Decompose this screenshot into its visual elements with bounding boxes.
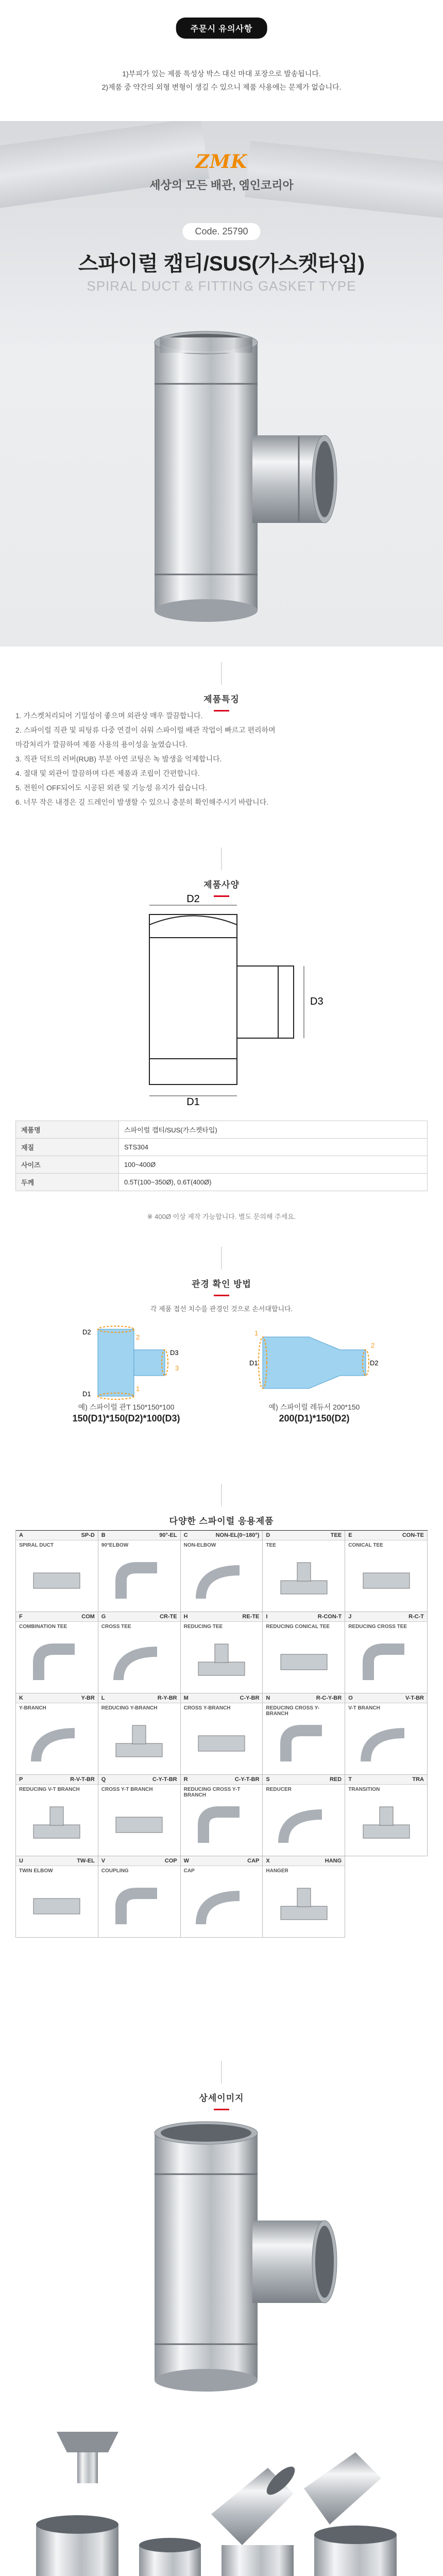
fitting-type-header — [181, 1612, 263, 1622]
fitting-type-illustration — [111, 1557, 167, 1604]
fitting-type-cell — [263, 1856, 345, 1938]
detail-image-fittings-group — [26, 2411, 417, 2576]
fitting-type-name: COP — [164, 1858, 177, 1864]
feature-item: 5. 전원이 OFF되어도 시공된 외관 및 기능성 유지가 쉽습니다. — [15, 784, 208, 792]
feature-item: 6. 너무 작은 내경은 길 드레인이 발생할 수 있으니 충분히 확인해주시기 바랍니다. — [15, 798, 269, 806]
fitting-type-illustration — [193, 1639, 250, 1685]
fitting-types-section — [0, 1484, 443, 2025]
fitting-type-illustration — [111, 1802, 167, 1848]
fitting-type-code: L — [101, 1695, 105, 1701]
svg-text:D3: D3 — [170, 1349, 179, 1357]
spec-table — [15, 1121, 428, 1191]
section-title: 상세이미지 — [199, 2093, 244, 2103]
fitting-type-english: CONICAL TEE — [348, 1543, 383, 1548]
fitting-type-cell — [16, 1693, 98, 1775]
feature-item: 4. 절대 및 외관이 깔끔하며 다른 제품과 조립이 간편합니다. — [15, 769, 200, 777]
svg-text:D2: D2 — [370, 1359, 379, 1367]
svg-text:2: 2 — [136, 1333, 140, 1341]
fitting-type-cell — [263, 1693, 345, 1775]
fitting-type-illustration — [193, 1557, 250, 1604]
fitting-type-header — [263, 1693, 345, 1703]
detail-images-section — [0, 2061, 443, 2576]
section-title: 제품특징 — [203, 694, 240, 704]
svg-text:3: 3 — [175, 1364, 179, 1372]
fitting-type-header — [16, 1612, 98, 1622]
fitting-type-cell — [16, 1775, 98, 1856]
section-title: 제품사양 — [203, 880, 240, 890]
product-subtitle: SPIRAL DUCT & FITTING GASKET TYPE — [87, 278, 356, 294]
fitting-type-english: TRANSITION — [348, 1787, 380, 1792]
fitting-type-name: TW-EL — [77, 1858, 95, 1864]
fitting-type-name: R-Y-BR — [157, 1695, 177, 1701]
fitting-type-english: TWIN ELBOW — [19, 1868, 53, 1874]
fitting-type-english: COMBINATION TEE — [19, 1624, 67, 1630]
fitting-type-header — [181, 1775, 263, 1785]
svg-text:D1: D1 — [249, 1359, 258, 1367]
fitting-type-header — [263, 1531, 345, 1540]
fitting-type-illustration — [358, 1802, 415, 1848]
fitting-type-code: T — [348, 1776, 352, 1783]
fitting-type-illustration — [193, 1720, 250, 1767]
fitting-type-name: R-C-Y-BR — [316, 1695, 342, 1701]
svg-text:1: 1 — [254, 1329, 259, 1337]
fitting-type-header — [98, 1693, 180, 1703]
fitting-type-illustration — [276, 1639, 332, 1685]
feature-item: 1. 가스켓처리되어 기밀성이 좋으며 외관상 매우 깔끔합니다. — [15, 711, 203, 720]
fitting-type-english: CAP — [183, 1868, 195, 1874]
dim-label-d2: D2 — [186, 894, 200, 905]
fitting-type-cell — [345, 1531, 428, 1612]
fitting-type-illustration — [111, 1639, 167, 1685]
fitting-type-illustration — [358, 1557, 415, 1604]
fitting-type-english: COUPLING — [101, 1868, 129, 1874]
fitting-type-name: C-Y-T-BR — [152, 1776, 177, 1783]
fitting-type-english: SPIRAL DUCT — [19, 1543, 54, 1548]
tee-measure-caption: 예) 스파이럴 관T 150*150*100 150(D1)*150(D2)*100(D3) — [72, 1403, 180, 1423]
hero-section — [0, 121, 443, 647]
fitting-type-header — [263, 1775, 345, 1785]
fitting-type-cell — [263, 1775, 345, 1856]
fitting-type-cell — [98, 1856, 181, 1938]
fitting-type-english: HANGER — [266, 1868, 288, 1874]
svg-text:D1: D1 — [82, 1390, 91, 1398]
fitting-type-name: HANG — [325, 1858, 342, 1864]
fitting-type-code: J — [348, 1614, 352, 1620]
fitting-type-code: V — [101, 1858, 106, 1864]
fitting-type-header — [181, 1856, 263, 1866]
features-list — [15, 708, 428, 809]
notice-line: 1)부피가 있는 제품 특성상 박스 대신 마대 포장으로 발송됩니다. — [122, 70, 321, 78]
svg-text:1: 1 — [136, 1385, 140, 1393]
fitting-type-header — [345, 1775, 427, 1785]
fitting-type-illustration — [276, 1883, 332, 1929]
fitting-type-code: N — [266, 1695, 270, 1701]
fitting-type-illustration — [28, 1720, 85, 1767]
fitting-type-illustration — [28, 1639, 85, 1685]
fitting-type-cell — [98, 1775, 181, 1856]
fitting-type-illustration — [28, 1883, 85, 1929]
fitting-type-code: G — [101, 1614, 106, 1620]
fitting-type-code: Q — [101, 1776, 106, 1783]
fitting-type-illustration — [193, 1883, 250, 1929]
fitting-type-cell — [345, 1612, 428, 1693]
brand-slogan: 세상의 모든 배관, 엠인코리아 — [149, 179, 294, 192]
features-heading — [0, 662, 443, 711]
fitting-type-code: X — [266, 1858, 270, 1864]
fitting-type-english: CROSS TEE — [101, 1624, 131, 1630]
fitting-type-code: A — [19, 1532, 23, 1538]
dim-label-d1: D1 — [186, 1096, 200, 1105]
fitting-type-cell — [181, 1856, 263, 1938]
feature-item: 2. 스파이럴 직관 및 피팅류 다중 연결이 쉬워 스파이럴 배관 작업이 빠르고 편리하며 — [15, 726, 276, 734]
fitting-type-code: K — [19, 1695, 23, 1701]
fitting-type-name: RED — [329, 1776, 342, 1783]
fitting-type-header — [263, 1856, 345, 1866]
fitting-type-header — [263, 1612, 345, 1622]
feature-item: 마감처리가 깔끔하여 제품 사용의 용이성을 높였습니다. — [15, 740, 188, 749]
fitting-type-name: COM — [81, 1614, 95, 1620]
fitting-type-cell — [263, 1612, 345, 1693]
brand-logo — [149, 151, 293, 193]
fitting-type-name: 90°-EL — [159, 1532, 177, 1538]
fitting-type-code: E — [348, 1532, 352, 1538]
table-row: 사이즈 100~400Ø — [16, 1156, 428, 1174]
detail-image-tee — [93, 2117, 350, 2396]
fitting-type-cell — [98, 1612, 181, 1693]
fitting-type-illustration — [28, 1557, 85, 1604]
fitting-type-header — [16, 1531, 98, 1540]
spec-note: ※ 400Ø 이상 제작 가능합니다. 별도 문의해 주세요. — [147, 1213, 296, 1221]
fitting-type-name: R-V-T-BR — [70, 1776, 95, 1783]
fitting-type-cell — [98, 1693, 181, 1775]
fitting-type-cell — [181, 1693, 263, 1775]
fitting-type-header — [16, 1693, 98, 1703]
fitting-type-name: R-C-T — [408, 1614, 424, 1620]
fitting-type-header — [16, 1856, 98, 1866]
fitting-type-header — [345, 1531, 427, 1540]
fitting-type-code: S — [266, 1776, 270, 1783]
fitting-type-header — [98, 1612, 180, 1622]
svg-text:2: 2 — [371, 1342, 375, 1349]
fitting-type-cell — [16, 1531, 98, 1612]
measurement-section — [0, 1247, 443, 1463]
fitting-type-english: REDUCING CONICAL TEE — [266, 1624, 330, 1630]
fitting-type-code: B — [101, 1532, 106, 1538]
fitting-type-english: REDUCING CROSS Y-T BRANCH — [183, 1787, 241, 1798]
section-title: 다양한 스파이럴 응용제품 — [169, 1516, 274, 1526]
fitting-type-cell — [345, 1775, 428, 1856]
fitting-type-code: H — [183, 1614, 188, 1620]
fitting-type-name: CR-TE — [159, 1614, 177, 1620]
tee-measure-figure — [67, 1324, 185, 1401]
fitting-type-code: C — [183, 1532, 188, 1538]
fitting-type-illustration — [276, 1720, 332, 1767]
fitting-type-header — [181, 1531, 263, 1540]
fitting-type-cell — [181, 1612, 263, 1693]
fitting-types-grid — [15, 1530, 428, 1938]
fitting-type-header — [98, 1775, 180, 1785]
notice-title: 주문시 유의사항 — [176, 18, 267, 39]
fitting-type-name: C-Y-BR — [240, 1695, 260, 1701]
dim-label-d3: D3 — [310, 996, 323, 1007]
fitting-type-header — [345, 1612, 427, 1622]
fitting-type-code: D — [266, 1532, 270, 1538]
table-row: 두께 0.5T(100~350Ø), 0.6T(400Ø) — [16, 1174, 428, 1191]
fitting-type-header — [16, 1775, 98, 1785]
fitting-type-name: C-Y-T-BR — [234, 1776, 260, 1783]
fitting-type-cell — [181, 1531, 263, 1612]
section-title: 관경 확인 방법 — [192, 1279, 251, 1289]
order-notice — [0, 0, 443, 121]
product-image-tee — [103, 322, 340, 631]
fitting-type-illustration — [358, 1720, 415, 1767]
fitting-type-header — [181, 1693, 263, 1703]
fitting-type-english: TEE — [266, 1543, 276, 1548]
fitting-type-header — [98, 1531, 180, 1540]
fitting-type-name: R-CON-T — [317, 1614, 342, 1620]
fitting-type-english: REDUCING TEE — [183, 1624, 223, 1630]
fitting-type-code: O — [348, 1695, 353, 1701]
table-row: 재질 STS304 — [16, 1139, 428, 1156]
fitting-type-name: SP-D — [81, 1532, 95, 1538]
fitting-type-english: REDUCER — [266, 1787, 292, 1792]
fitting-type-cell — [263, 1531, 345, 1612]
fitting-type-illustration — [111, 1720, 167, 1767]
notice-lines — [0, 67, 443, 94]
fitting-type-cell — [16, 1856, 98, 1938]
fitting-type-illustration — [28, 1802, 85, 1848]
fitting-type-english: NON-ELBOW — [183, 1543, 216, 1548]
fitting-type-name: CON-TE — [402, 1532, 424, 1538]
fitting-type-header — [98, 1856, 180, 1866]
spec-heading — [0, 848, 443, 897]
fitting-type-code: P — [19, 1776, 23, 1783]
fitting-type-illustration — [111, 1883, 167, 1929]
fitting-type-english: REDUCING Y-BRANCH — [101, 1705, 158, 1711]
fitting-type-name: NON-EL(0~180°) — [215, 1532, 260, 1538]
fitting-type-illustration — [358, 1639, 415, 1685]
features-section — [0, 647, 443, 848]
product-code: Code. 25790 — [182, 223, 260, 240]
reducer-measure-caption: 예) 스파이럴 레듀서 200*150 200(D1)*150(D2) — [268, 1403, 360, 1423]
fitting-type-code: M — [183, 1695, 189, 1701]
fitting-type-english: Y-BRANCH — [19, 1705, 46, 1711]
fitting-types-heading — [0, 1484, 443, 1533]
fitting-type-cell — [345, 1693, 428, 1775]
fitting-type-name: TRA — [412, 1776, 424, 1783]
fitting-type-name: TEE — [330, 1532, 342, 1538]
fitting-type-name: RE-TE — [242, 1614, 260, 1620]
fitting-type-cell — [98, 1531, 181, 1612]
fitting-type-illustration — [276, 1557, 332, 1604]
detail-heading — [0, 2061, 443, 2110]
fitting-type-code: I — [266, 1614, 268, 1620]
fitting-type-english: REDUCING V-T BRANCH — [19, 1787, 80, 1792]
fitting-type-english: 90°ELBOW — [101, 1543, 129, 1548]
fitting-type-illustration — [276, 1802, 332, 1848]
fitting-type-code: R — [183, 1776, 188, 1783]
fitting-type-english: REDUCING CROSS TEE — [348, 1624, 407, 1630]
dimension-drawing — [118, 894, 325, 1105]
fitting-type-illustration — [193, 1802, 250, 1848]
fitting-type-english: CROSS Y-T BRANCH — [101, 1787, 153, 1792]
fitting-type-header — [345, 1693, 427, 1703]
fitting-type-code: F — [19, 1614, 23, 1620]
fitting-type-english: CROSS Y-BRANCH — [183, 1705, 231, 1711]
fitting-type-code: U — [19, 1858, 23, 1864]
fitting-type-english: REDUCING CROSS Y-BRANCH — [266, 1705, 320, 1717]
fitting-type-name: Y-BR — [81, 1695, 95, 1701]
product-title: 스파이럴 캡티/SUS(가스켓타입) — [78, 252, 365, 275]
notice-line: 2)제품 중 약간의 외형 변형이 생길 수 있으니 제품 사용에는 문제가 없습니다. — [101, 83, 342, 91]
svg-text:D2: D2 — [82, 1328, 91, 1336]
reducer-measure-figure — [247, 1324, 381, 1401]
fitting-type-english: V-T BRANCH — [348, 1705, 380, 1711]
table-row: 제품명 스파이럴 캡티/SUS(가스켓타입) — [16, 1121, 428, 1139]
fitting-type-cell — [181, 1775, 263, 1856]
measurement-heading — [0, 1247, 443, 1296]
fitting-type-name: V-T-BR — [405, 1695, 424, 1701]
measurement-description: 각 제품 접선 치수를 관경인 것으로 손서대합니다. — [150, 1305, 293, 1313]
feature-item: 3. 직관 덕트의 러버(RUB) 부분 아연 코팅은 녹 발생을 억제합니다. — [15, 755, 222, 763]
brand-mark: ZMK — [195, 151, 248, 173]
fitting-type-code: W — [183, 1858, 189, 1864]
fitting-type-name: CAP — [247, 1858, 260, 1864]
fitting-type-cell — [16, 1612, 98, 1693]
